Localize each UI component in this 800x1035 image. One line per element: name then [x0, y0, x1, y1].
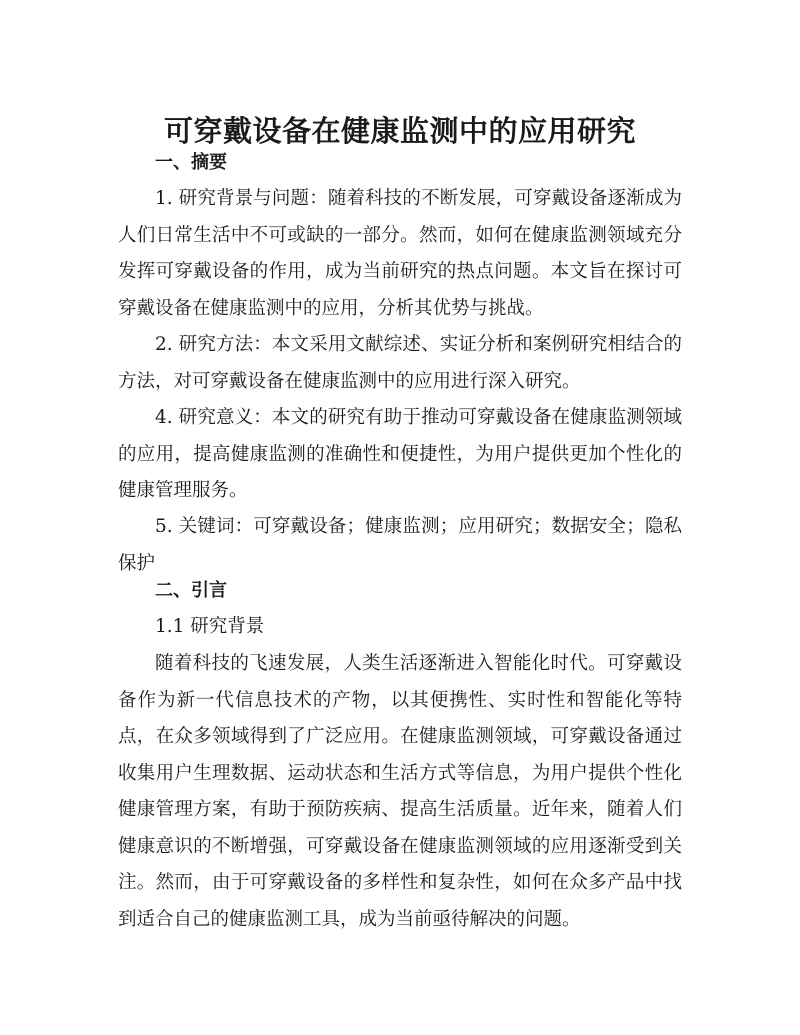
- section-heading-introduction: 二、引言: [155, 580, 227, 601]
- page-title: 可穿戴设备在健康监测中的应用研究: [163, 114, 636, 149]
- subsection-heading-background: 1.1 研究背景: [155, 616, 265, 637]
- introduction-paragraph: 随着科技的飞速发展，人类生活逐渐进入智能化时代。可穿戴设备作为新一代信息技术的产物，以其便携性、实时性和智能化等特点，在众多领域得到了广泛应用。在健康监测领域，可穿戴设备通过收集用户生理数据、运动状态和生活方式等信息，为用户提供个性化健康管理方案，有助于预防疾病、提高生活质量。近年来，随着人们健康意识的不断增强，可穿戴设备在健康监测领域的应用逐渐受到关注。然而，由于可穿戴设备的多样性和复杂性，如何在众多产品中找到适合自己的健康监测工具，成为当前亟待解决的问题。: [118, 653, 682, 930]
- abstract-item-method: 2. 研究方法：本文采用文献综述、实证分析和案例研究相结合的方法，对可穿戴设备在健康监测中的应用进行深入研究。: [118, 334, 682, 392]
- abstract-item-significance: 4. 研究意义：本文的研究有助于推动可穿戴设备在健康监测领域的应用，提高健康监测的准确性和便捷性，为用户提供更加个性化的健康管理服务。: [118, 407, 682, 501]
- section-heading-abstract: 一、摘要: [155, 152, 227, 173]
- abstract-item-keywords: 5. 关键词：可穿戴设备；健康监测；应用研究；数据安全；隐私保护: [118, 516, 682, 574]
- abstract-item-background: 1. 研究背景与问题：随着科技的不断发展，可穿戴设备逐渐成为人们日常生活中不可或缺的一部分。然而，如何在健康监测领域充分发挥可穿戴设备的作用，成为当前研究的热点问题。本文旨在探讨可穿戴设备在健康监测中的应用，分析其优势与挑战。: [118, 188, 682, 319]
